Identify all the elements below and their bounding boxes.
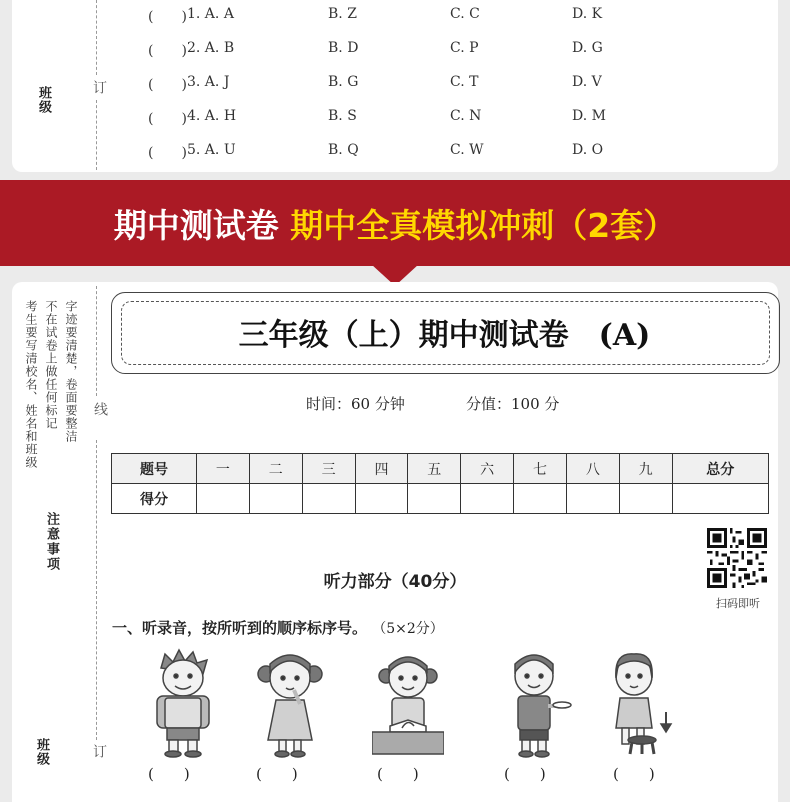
question-instruction: [112, 617, 444, 638]
option-b: B. D: [328, 40, 359, 56]
class-label-bottom: 班级: [34, 738, 49, 766]
listening-section-title: 听力部分（40分）: [323, 572, 467, 592]
binding-line-bottom: [96, 286, 97, 396]
banner-title-part2: 期中全真模拟冲刺（2套）: [290, 206, 677, 245]
question-number-option-a: 3. A. J: [187, 74, 230, 90]
qr-code-label: 扫码即听: [716, 597, 760, 610]
score-table-column-header: 三: [302, 454, 355, 484]
score-cell[interactable]: [514, 484, 567, 514]
question-number-option-a: 1. A. A: [187, 6, 234, 22]
instruction-points: （5×2分）: [372, 621, 444, 637]
option-d: D. K: [572, 6, 603, 22]
score-cell[interactable]: [461, 484, 514, 514]
instruction-text: 一、听录音，按所听到的顺序标序号。: [112, 619, 368, 637]
score-table-column-header: 一: [197, 454, 250, 484]
binding-mark-top: 订: [91, 80, 107, 94]
score-cell[interactable]: [672, 484, 768, 514]
answer-blank[interactable]: ( ): [148, 111, 187, 127]
question-row: [0, 74, 766, 94]
answer-blank-4[interactable]: ( ): [504, 765, 546, 783]
score-table-column-header: 四: [355, 454, 408, 484]
question-row: [0, 142, 766, 162]
option-b: B. G: [328, 74, 359, 90]
score-cell[interactable]: [566, 484, 619, 514]
notice-title: 注意事项: [44, 512, 59, 572]
class-label-top: 班级: [36, 86, 51, 114]
score-table-column-header: 六: [461, 454, 514, 484]
qr-code-icon[interactable]: [707, 528, 767, 588]
answer-blank-5[interactable]: ( ): [613, 765, 655, 783]
option-b: B. Z: [328, 6, 357, 22]
question-row: [0, 40, 766, 60]
answer-blank[interactable]: ( ): [148, 145, 187, 161]
answer-blank[interactable]: ( ): [148, 43, 187, 59]
option-c: C. N: [450, 108, 482, 124]
option-b: B. Q: [328, 142, 359, 158]
picture-girl-touching-mouth: [254, 648, 326, 758]
notice-line-3: 字迹要清楚，卷面要整洁: [64, 300, 78, 443]
option-d: D. V: [572, 74, 602, 90]
score-cell[interactable]: [302, 484, 355, 514]
answer-blank[interactable]: ( ): [148, 9, 187, 25]
option-c: C. W: [450, 142, 484, 158]
binding-line-mark: 线: [92, 402, 108, 416]
banner-title: [0, 200, 790, 247]
question-row: [0, 6, 766, 26]
score-table-column-header: 八: [566, 454, 619, 484]
notice-line-2: 不在试卷上做任何标记: [44, 300, 58, 430]
score-table-header-label: 题号: [112, 454, 197, 484]
score-table-score-row: [112, 484, 769, 514]
question-number-option-a: 2. A. B: [187, 40, 235, 56]
answer-blank-3[interactable]: ( ): [377, 765, 419, 783]
exam-score: 分值：100 分: [466, 395, 560, 413]
question-row: [0, 108, 766, 128]
option-b: B. S: [328, 108, 357, 124]
option-d: D. M: [572, 108, 606, 124]
banner-title-part1: 期中测试卷: [113, 206, 279, 245]
score-table-column-header: 总分: [672, 454, 768, 484]
picture-boy-with-plate: [500, 648, 572, 758]
score-cell[interactable]: [249, 484, 302, 514]
score-table-column-header: 九: [619, 454, 672, 484]
score-table-column-header: 五: [408, 454, 461, 484]
answer-blank-2[interactable]: ( ): [256, 765, 298, 783]
option-c: C. P: [450, 40, 479, 56]
question-number-option-a: 5. A. U: [187, 142, 236, 158]
answer-blank[interactable]: ( ): [148, 77, 187, 93]
score-table-column-header: 七: [514, 454, 567, 484]
score-cell[interactable]: [408, 484, 461, 514]
score-cell[interactable]: [197, 484, 250, 514]
option-d: D. G: [572, 40, 603, 56]
picture-boy-with-backpack: [147, 648, 219, 758]
picture-girl-with-stool: [604, 648, 676, 758]
option-c: C. C: [450, 6, 480, 22]
option-c: C. T: [450, 74, 479, 90]
score-cell[interactable]: [355, 484, 408, 514]
score-table-header-row: [112, 454, 769, 484]
picture-girl-opening-book: [372, 648, 444, 758]
question-number-option-a: 4. A. H: [187, 108, 237, 124]
notice-line-1: 考生要写清校名、姓名和班级: [24, 300, 38, 469]
exam-title: 三年级（上）期中测试卷 (A): [238, 318, 651, 353]
score-table-score-label: 得分: [112, 484, 197, 514]
score-table-column-header: 二: [249, 454, 302, 484]
binding-mark-bottom: 订: [91, 744, 107, 758]
exam-time: 时间：60 分钟: [306, 395, 405, 413]
answer-blank-1[interactable]: ( ): [148, 765, 190, 783]
option-d: D. O: [572, 142, 604, 158]
score-table: [111, 453, 769, 514]
score-cell[interactable]: [619, 484, 672, 514]
